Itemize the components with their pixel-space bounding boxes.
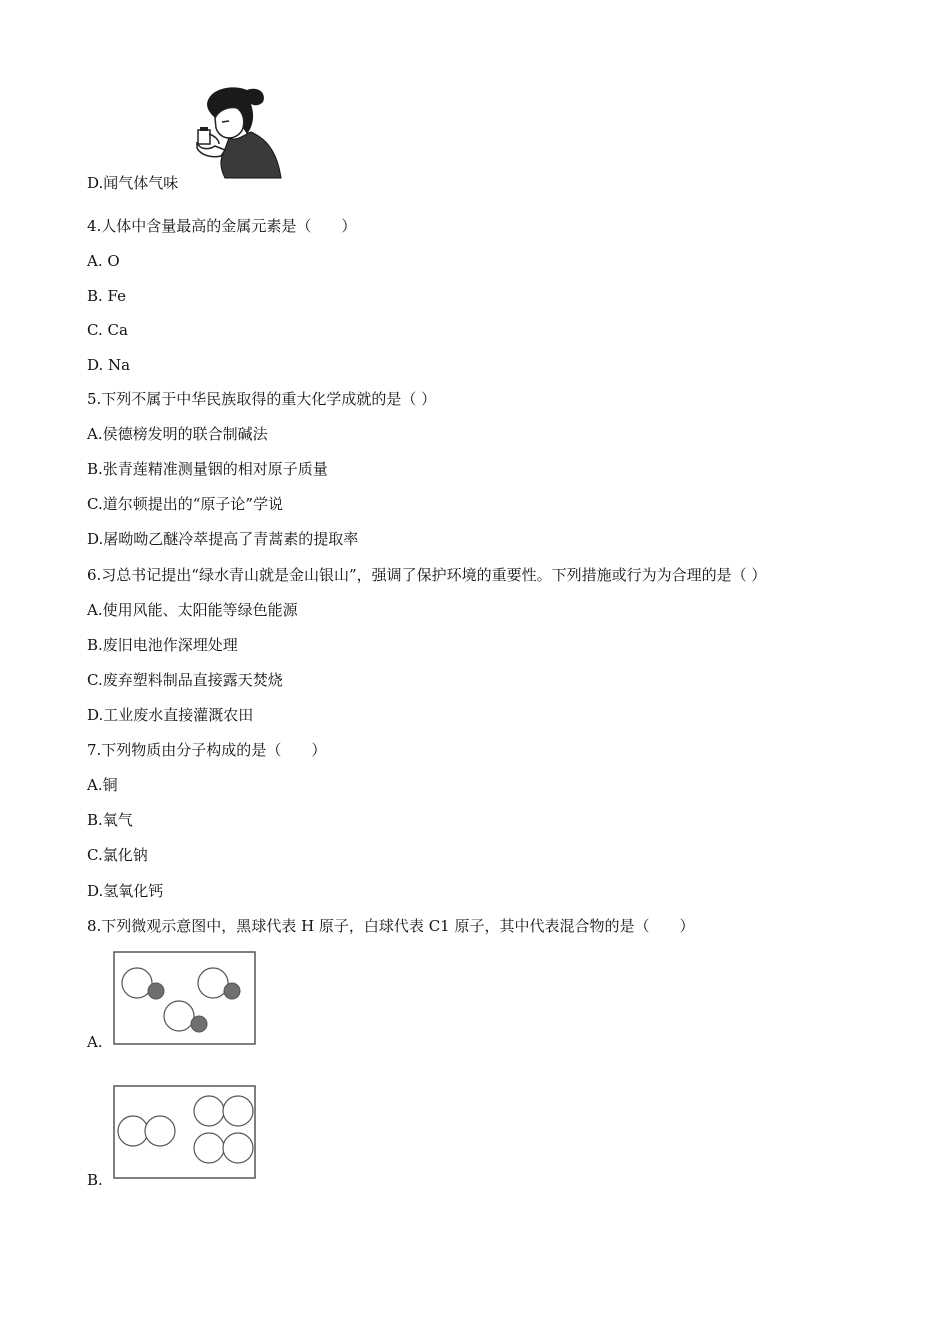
q8-diagram-a (112, 950, 258, 1047)
q6-stem: 6.习总书记提出“绿水青山就是金山银山”，强调了保护环境的重要性。下列措施或行为为合理的是（ ） (87, 566, 767, 584)
cl-atom (198, 968, 228, 998)
cl-atom (145, 1116, 175, 1146)
q5-option-b: B.张青莲精准测量铟的相对原子质量 (87, 460, 328, 478)
q6-option-a: A.使用风能、太阳能等绿色能源 (87, 601, 298, 619)
h-atom (224, 983, 240, 999)
q4-stem: 4.人体中含量最高的金属元素是（ ） (87, 217, 357, 235)
cl-atom (223, 1096, 253, 1126)
cl-atom (122, 968, 152, 998)
cl-atom (164, 1001, 194, 1031)
q4-option-d: D. Na (87, 356, 131, 374)
q4-option-a: A. O (87, 252, 120, 270)
cl-atom (223, 1133, 253, 1163)
q5-option-a: A.侯德榜发明的联合制碱法 (87, 425, 268, 443)
q8-option-a: A. (87, 1033, 103, 1051)
q7-option-d: D.氢氧化钙 (87, 882, 164, 900)
q7-option-c: C.氯化钠 (87, 846, 148, 864)
q6-option-d: D.工业废水直接灌溉农田 (87, 706, 254, 724)
q5-stem: 5.下列不属于中华民族取得的重大化学成就的是（ ） (87, 390, 437, 408)
q7-option-a: A.铜 (87, 776, 118, 794)
q5-option-d: D.屠呦呦乙醚冷萃提高了青蒿素的提取率 (87, 530, 359, 548)
q3-option-d: D.闻气体气味 (87, 174, 179, 192)
h-atom (191, 1016, 207, 1032)
q8-stem: 8.下列微观示意图中，黑球代表 H 原子，白球代表 C1 原子，其中代表混合物的是（ ） (87, 917, 695, 935)
smelling-gas-illustration (185, 84, 285, 184)
q8-option-b: B. (87, 1171, 103, 1189)
q6-option-b: B.废旧电池作深埋处理 (87, 636, 238, 654)
q5-option-c: C.道尔顿提出的“原子论”学说 (87, 495, 284, 513)
q8-diagram-b (112, 1084, 258, 1181)
cl-atom (194, 1096, 224, 1126)
q7-option-b: B.氧气 (87, 811, 133, 829)
cl-atom (118, 1116, 148, 1146)
q7-stem: 7.下列物质由分子构成的是（ ） (87, 741, 327, 759)
q4-option-c: C. Ca (87, 321, 128, 339)
h-atom (148, 983, 164, 999)
q4-option-b: B. Fe (87, 287, 127, 305)
cl-atom (194, 1133, 224, 1163)
q6-option-c: C.废弃塑料制品直接露天焚烧 (87, 671, 283, 689)
